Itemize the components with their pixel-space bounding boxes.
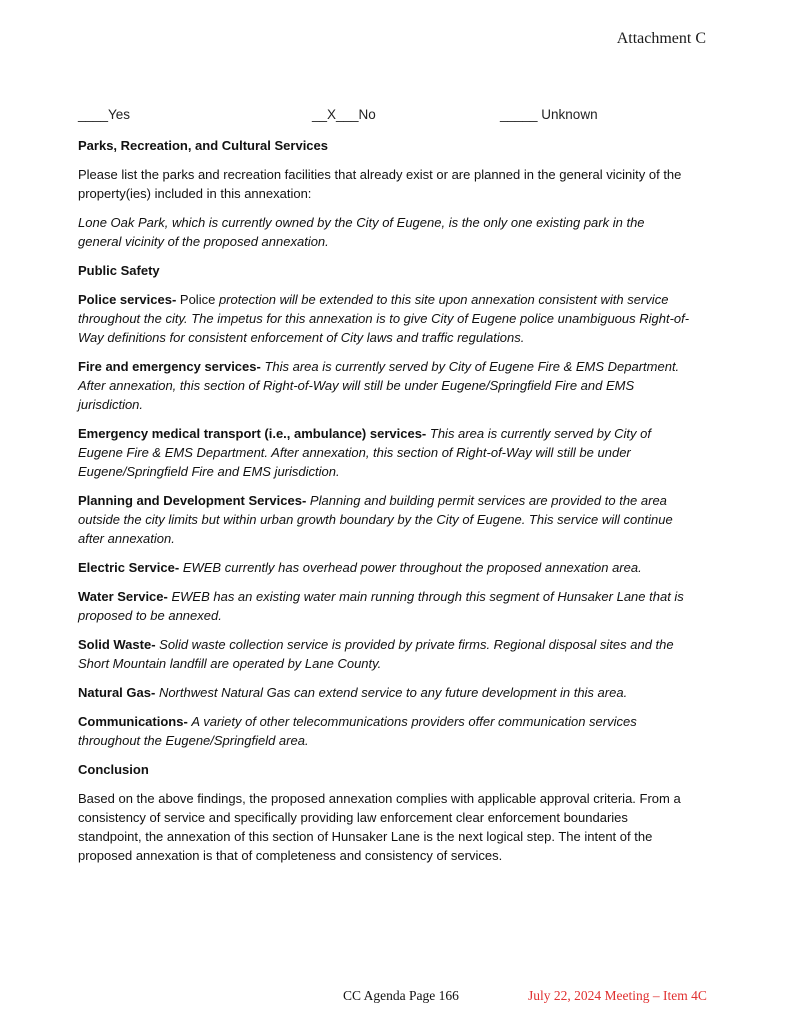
public-safety-heading: Public Safety xyxy=(78,263,160,278)
service-label: Solid Waste- xyxy=(78,637,156,652)
service-planning xyxy=(78,491,690,548)
service-label: Natural Gas- xyxy=(78,685,156,700)
conclusion-text: Based on the above findings, the proposed annexation complies with applicable approval criteria. From a consistency of service and specifically providing law enforcement clear enforcement boundaries standpoint, the annexation of this section of Hunsaker Lane is the next logical step. The intent of the proposed annexation is that of completeness and consistency of services. xyxy=(78,791,681,863)
service-lead: Police xyxy=(176,292,219,307)
service-fire xyxy=(78,357,690,414)
service-label: Electric Service- xyxy=(78,560,180,575)
service-ambulance xyxy=(78,424,690,481)
parks-heading: Parks, Recreation, and Cultural Services xyxy=(78,138,328,153)
answer-yes: ____Yes xyxy=(78,107,131,122)
service-text: A variety of other telecommunications providers offer communication services throughout the Eugene/Springfield area. xyxy=(78,714,637,748)
service-water xyxy=(78,587,690,625)
service-text: Solid waste collection service is provided by private firms. Regional disposal sites and the Short Mountain landfill are operated by Lane County. xyxy=(78,637,674,671)
footer-meeting: July 22, 2024 Meeting – Item 4C xyxy=(528,988,707,1003)
answer-no: __X___No xyxy=(312,107,376,122)
service-label: Water Service- xyxy=(78,589,168,604)
service-text: protection will be extended to this site upon annexation consistent with service throughout the city. The impetus for this annexation is to give City of Eugene police unambiguous Right-of-Way definitions for consistent enforcement of City laws and traffic regulations. xyxy=(78,292,690,345)
service-label: Planning and Development Services- xyxy=(78,493,307,508)
attachment-label: Attachment C xyxy=(616,30,706,47)
service-police xyxy=(78,290,690,347)
service-label: Fire and emergency services- xyxy=(78,359,261,374)
service-text: EWEB currently has overhead power throughout the proposed annexation area. xyxy=(182,560,642,575)
service-text: Northwest Natural Gas can extend service to any future development in this area. xyxy=(158,685,628,700)
service-text: EWEB has an existing water main running through this segment of Hunsaker Lane that is proposed to be annexed. xyxy=(78,589,684,623)
parks-answer: Lone Oak Park, which is currently owned by the City of Eugene, is the only one existing park in the general vicinity of the proposed annexation. xyxy=(78,215,645,249)
service-label: Communications- xyxy=(78,714,188,729)
document-body xyxy=(78,136,690,875)
service-label: Police services- xyxy=(78,292,177,307)
service-electric xyxy=(78,558,690,577)
service-solid-waste xyxy=(78,635,690,673)
service-text: Planning and building permit services are provided to the area outside the city limits but within urban growth boundary by the City of Eugene. This service will continue after annexation. xyxy=(78,493,673,546)
service-natural-gas xyxy=(78,683,690,702)
conclusion-heading: Conclusion xyxy=(78,762,149,777)
footer-page-number: CC Agenda Page 166 xyxy=(343,988,459,1003)
service-text: This area is currently served by City of Eugene Fire & EMS Department. After annexation, this section of Right-of-Way will still be under Eugene/Springfield Fire and EMS jurisdiction. xyxy=(78,426,651,479)
service-label: Emergency medical transport (i.e., ambulance) services- xyxy=(78,426,427,441)
answer-unknown: _____ Unknown xyxy=(500,107,598,122)
service-text: This area is currently served by City of Eugene Fire & EMS Department. After annexation, this section of Right-of-Way will still be under Eugene/Springfield Fire and EMS jurisdiction. xyxy=(78,359,680,412)
service-communications xyxy=(78,712,690,750)
parks-question: Please list the parks and recreation facilities that already exist or are planned in the general vicinity of the property(ies) included in this annexation: xyxy=(78,167,682,201)
